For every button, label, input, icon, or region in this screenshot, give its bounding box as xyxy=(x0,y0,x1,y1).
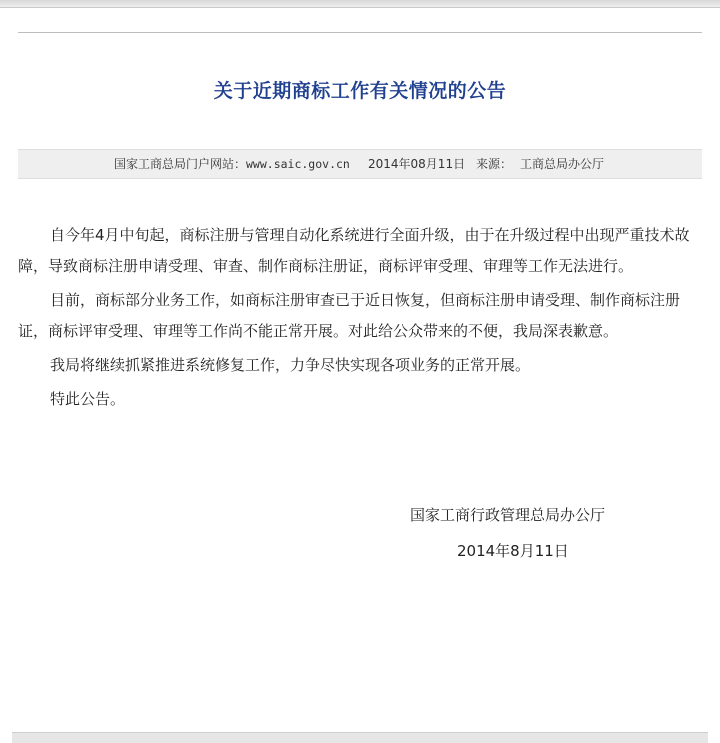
article-body xyxy=(18,220,708,418)
site-label: 国家工商总局门户网站： xyxy=(114,157,247,171)
page-title: 关于近期商标工作有关情况的公告 xyxy=(213,80,507,102)
paragraph-1: 自今年4月中旬起，商标注册与管理自动化系统进行全面升级，由于在升级过程中出现严重技术故障，导致商标注册申请受理、审查、制作商标注册证，商标评审受理、审理等工作无法进行。 xyxy=(18,226,690,275)
paragraph-2: 目前，商标部分业务工作，如商标注册审查已于近日恢复，但商标注册申请受理、制作商标注册证，商标评审受理、审理等工作尚不能正常开展。对此给公众带来的不便，我局深表歉意。 xyxy=(18,291,681,340)
signature-date: 2014年8月11日 xyxy=(457,542,569,560)
paragraph-4: 特此公告。 xyxy=(50,390,126,408)
source-value: 工商总局办公厅 xyxy=(520,157,605,171)
page-bottom-bar xyxy=(12,732,708,743)
source-label: 来源： xyxy=(476,157,513,171)
publish-date: 2014年08月11日 xyxy=(368,157,466,171)
signature-organization: 国家工商行政管理总局办公厅 xyxy=(410,506,606,524)
paragraph-3: 我局将继续抓紧推进系统修复工作，力争尽快实现各项业务的正常开展。 xyxy=(50,356,531,374)
site-url-link[interactable]: www.saic.gov.cn xyxy=(246,157,350,171)
article-meta-bar xyxy=(18,149,702,179)
top-divider xyxy=(18,32,702,33)
browser-top-edge xyxy=(0,0,720,8)
